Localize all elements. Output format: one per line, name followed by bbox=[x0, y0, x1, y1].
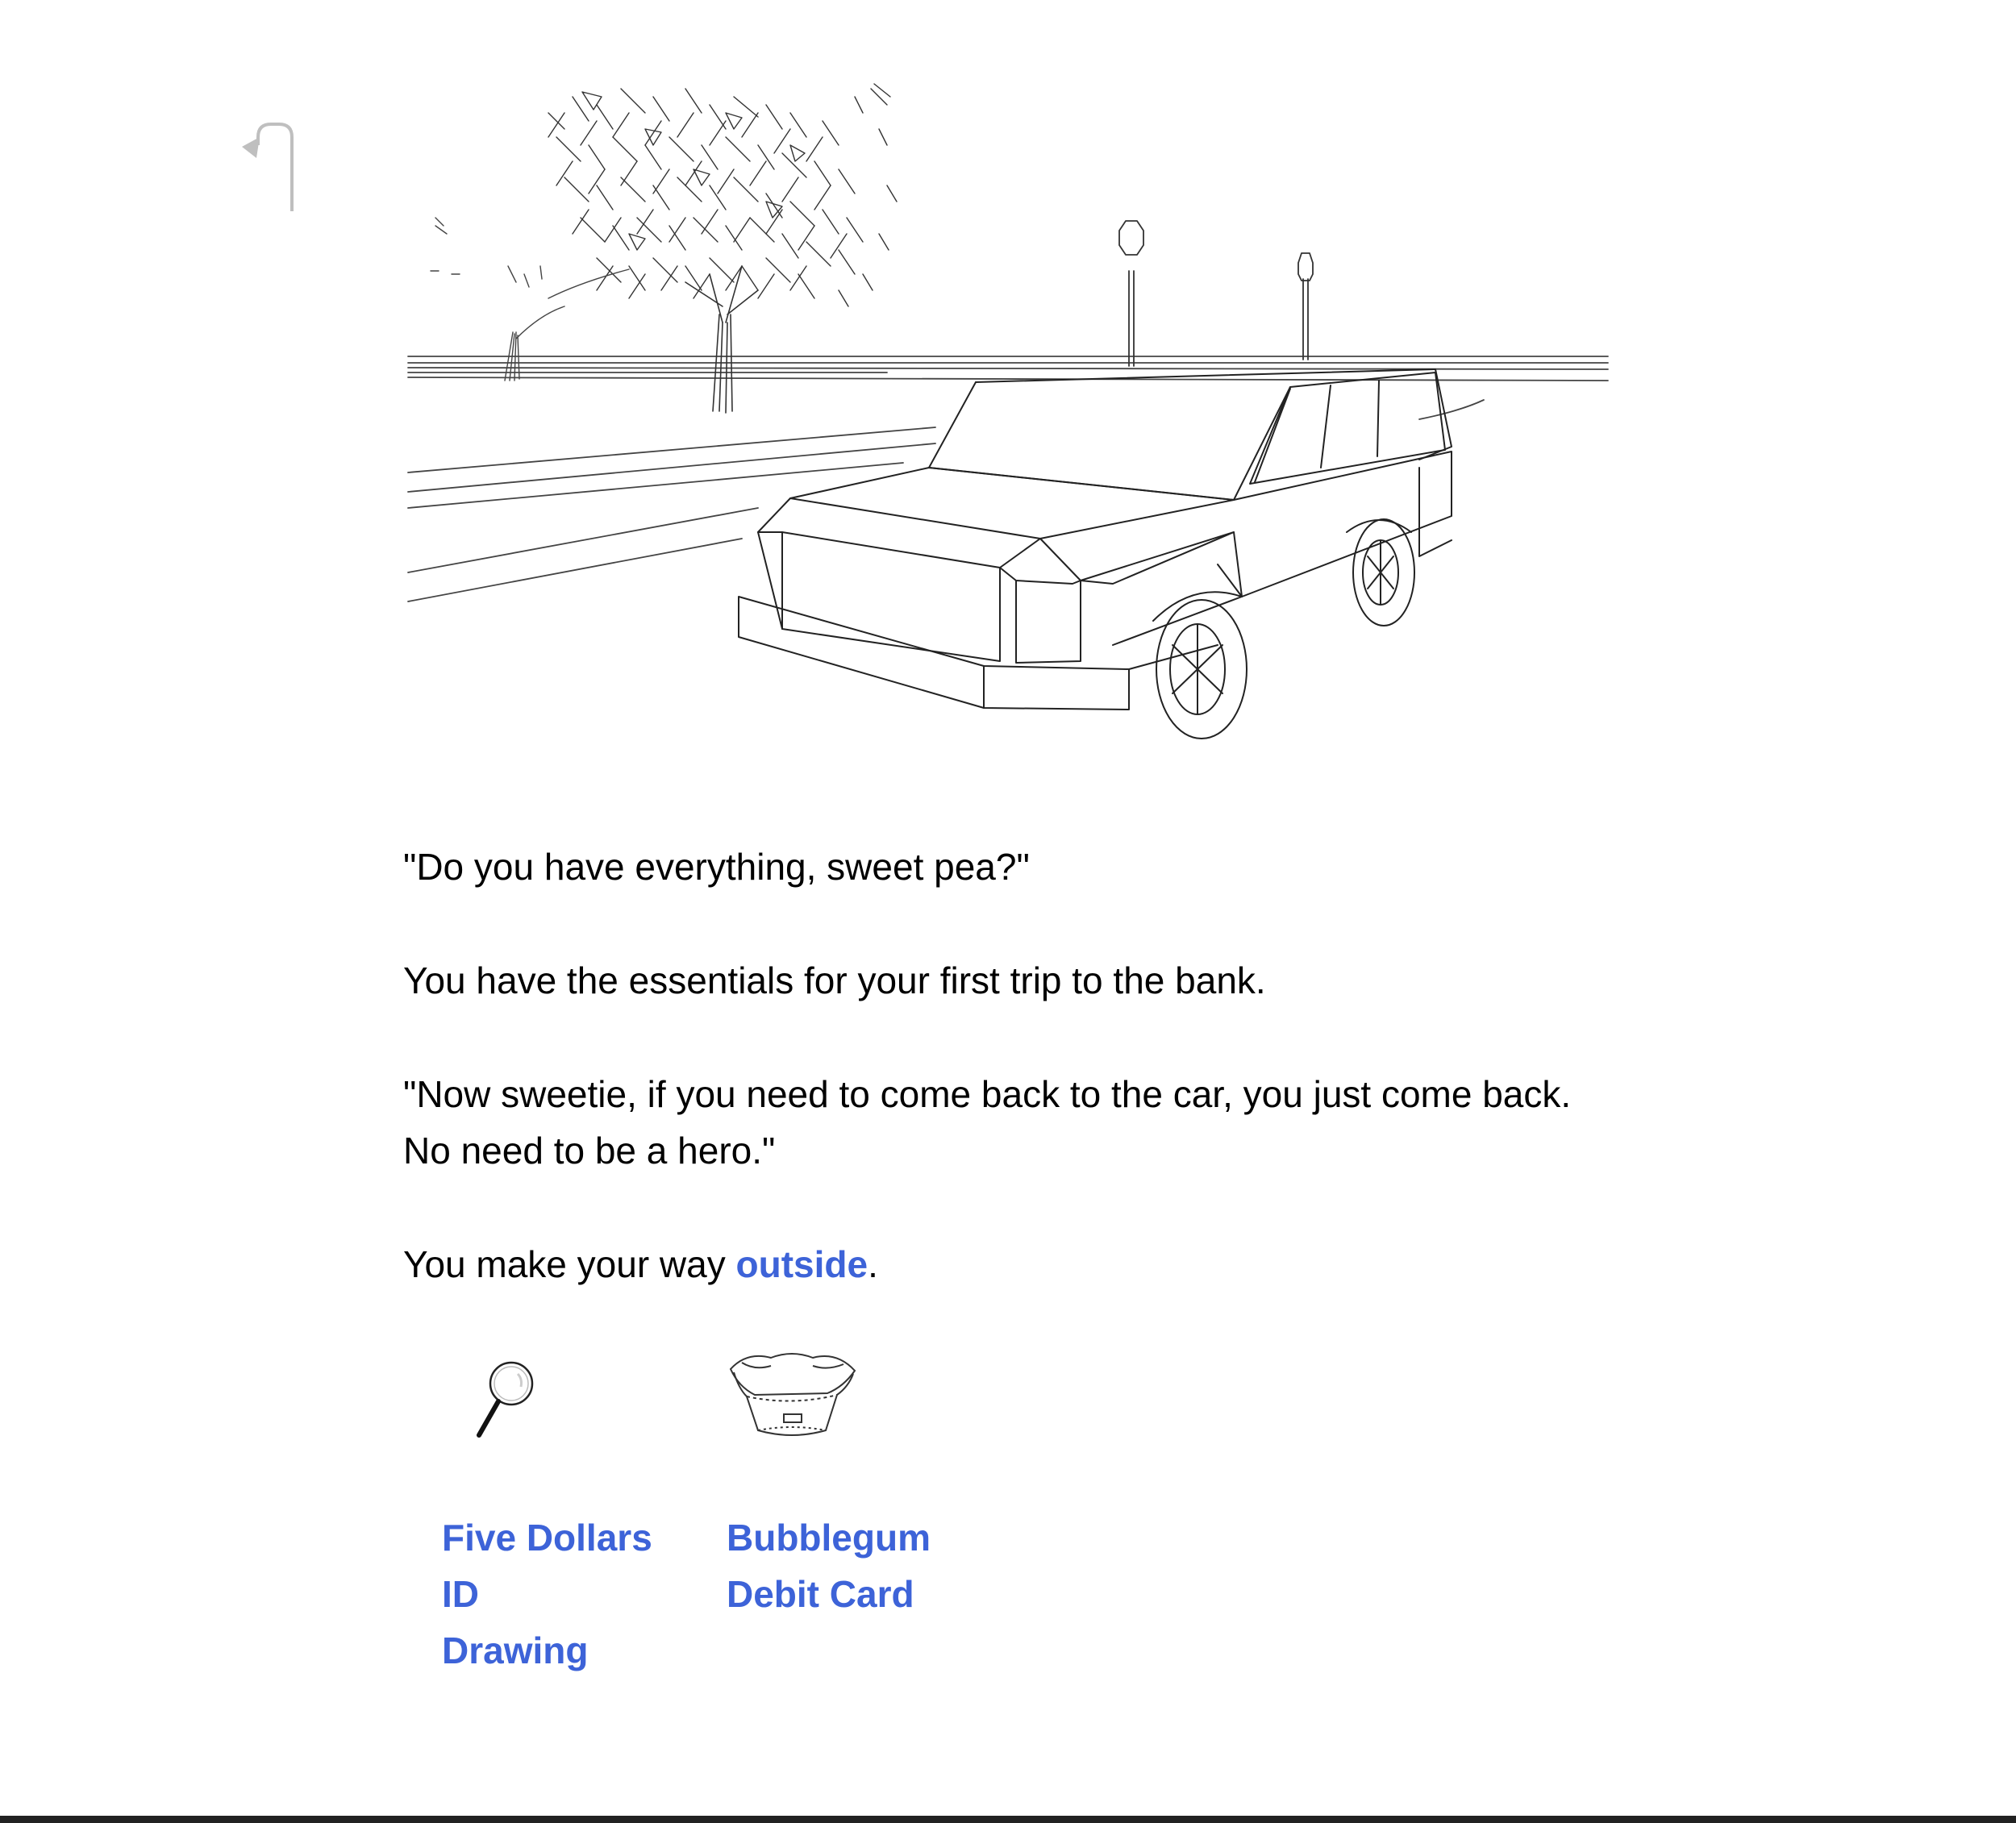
inventory-right bbox=[727, 1509, 931, 1622]
car-illustration bbox=[739, 369, 1452, 739]
inventory-item-bubblegum[interactable]: Bubblegum bbox=[727, 1517, 931, 1559]
handbag-icon bbox=[723, 1346, 861, 1443]
inventory-item-debit-card[interactable]: Debit Card bbox=[727, 1573, 914, 1615]
story-text bbox=[403, 839, 1581, 1350]
story-line-4-prefix: You make your way bbox=[403, 1243, 736, 1285]
story-line-1: "Do you have everything, sweet pea?" bbox=[403, 846, 1030, 888]
story-line-4 bbox=[403, 1236, 1581, 1292]
story-line-3: "Now sweetie, if you need to come back to the car, you just come back. No need to be a hero." bbox=[403, 1073, 1572, 1172]
magnifying-glass-icon bbox=[471, 1355, 540, 1440]
story-line-2: You have the essentials for your first trip to the bank. bbox=[403, 959, 1266, 1001]
undo-button[interactable] bbox=[234, 113, 306, 218]
story-line-4-suffix: . bbox=[868, 1243, 878, 1285]
parking-lot-lines bbox=[408, 356, 1608, 601]
scene-illustration bbox=[403, 81, 1613, 758]
inventory-item-five-dollars[interactable]: Five Dollars bbox=[442, 1517, 652, 1559]
bottom-bar bbox=[0, 1816, 2016, 1823]
inventory-left bbox=[442, 1509, 652, 1679]
sign-posts bbox=[1119, 221, 1313, 366]
inventory-item-id[interactable]: ID bbox=[442, 1573, 479, 1615]
outside-link[interactable]: outside bbox=[735, 1243, 868, 1285]
inventory-item-drawing[interactable]: Drawing bbox=[442, 1629, 589, 1671]
undo-arrow-icon bbox=[234, 113, 306, 218]
